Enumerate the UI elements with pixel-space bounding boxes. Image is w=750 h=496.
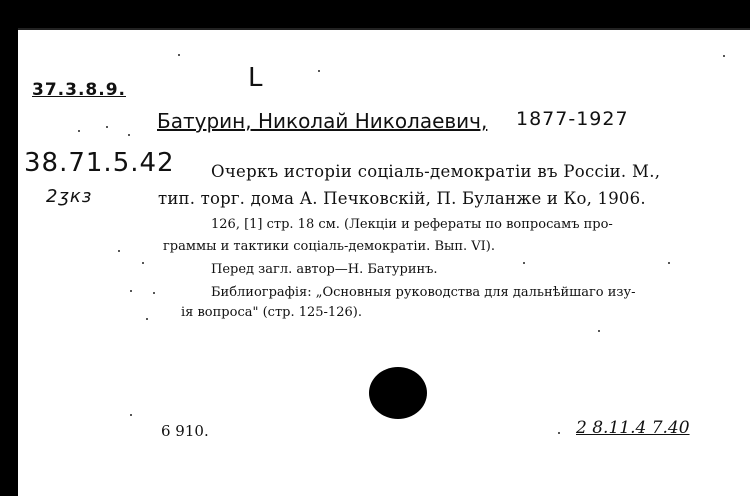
speck [558,432,560,434]
body-line: ія вопроса" (стр. 125-126). [181,305,362,320]
speck [118,250,120,252]
speck [128,134,130,136]
body-line: Перед загл. автор—Н. Батуринъ. [211,262,438,277]
author-dates: 1877-1927 [516,108,629,130]
author-heading: Батурин, Николай Николаевич, [157,109,488,133]
call-number-top: 37.3.8.9. [32,80,126,100]
speck [78,130,80,132]
body-line: Очеркъ исторіи соціаль-демократіи въ Россіи. М., [211,162,661,181]
speck [318,70,320,72]
speck [723,55,725,57]
speck [668,262,670,264]
card-punch-hole [369,367,427,419]
speck [130,290,132,292]
body-line: Библиографія: „Основныя руководства для дальнѣйшаго изу- [211,285,636,300]
speck [130,414,132,416]
speck [523,262,525,264]
speck [142,262,144,264]
speck [153,292,155,294]
speck [106,126,108,128]
speck [146,318,148,320]
inventory-number: 6 910. [161,422,209,440]
handwritten-note: 2ӡкз [46,186,93,207]
body-line: тип. торг. дома А. Печковскій, П. Буланже и Ко, 1906. [158,189,646,208]
speck [178,54,180,56]
body-line: граммы и тактики соціаль-демократіи. Вып. VI). [163,239,496,254]
stamp-number: 2 8.11.4 7.40 [576,418,690,438]
check-mark: L [248,63,263,93]
speck [598,330,600,332]
body-line: 126, [1] стр. 18 см. (Лекціи и рефераты по вопросамъ про- [211,217,613,232]
call-number-main: 38.71.5.42 [24,148,175,178]
catalog-card [18,28,750,496]
